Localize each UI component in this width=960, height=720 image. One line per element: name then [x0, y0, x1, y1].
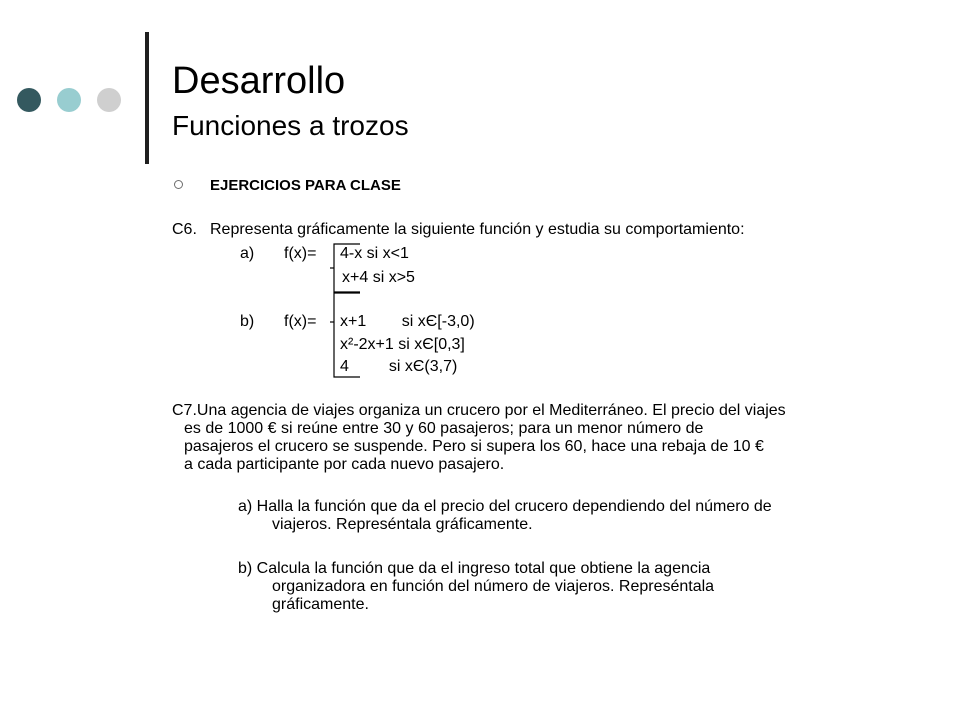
- c6-a-piece-2: x+4 si x>5: [342, 269, 415, 286]
- c6-a-piece-1: 4-x si x<1: [340, 245, 409, 262]
- decor-dot-dark: [17, 88, 41, 112]
- page-title: Desarrollo: [172, 60, 346, 102]
- decor-dot-mid: [57, 88, 81, 112]
- c6-a-lhs: f(x)=: [284, 245, 317, 262]
- c6-b-piece-2: x²-2x+1 si xЄ[0,3]: [340, 336, 465, 353]
- c7-line-2: es de 1000 € si reúne entre 30 y 60 pasajeros; para un menor número de: [184, 420, 704, 437]
- c7-line-3: pasajeros el crucero se suspende. Pero si supera los 60, hace una rebaja de 10 €: [184, 438, 764, 455]
- decor-dot-light: [97, 88, 121, 112]
- c7-b-paragraph: [238, 560, 938, 614]
- c7-line-1: C7.Una agencia de viajes organiza un crucero por el Mediterráneo. El precio del viajes: [172, 402, 786, 419]
- section-heading: EJERCICIOS PARA CLASE: [210, 177, 401, 194]
- c7-line-4: a cada participante por cada nuevo pasajero.: [184, 456, 505, 473]
- c7-a-line-2: viajeros. Represéntala gráficamente.: [272, 516, 533, 533]
- c6-b-label: b): [240, 313, 255, 330]
- c6-label: C6.: [172, 221, 197, 238]
- c6-b-piece-1: x+1 si xЄ[-3,0): [340, 313, 475, 330]
- c6-text: Representa gráficamente la siguiente función y estudia su comportamiento:: [210, 221, 745, 238]
- c7-a-paragraph: [238, 498, 938, 534]
- c7-paragraph: [172, 402, 932, 474]
- c7-a-line-1: a) Halla la función que da el precio del crucero dependiendo del número de: [238, 498, 772, 515]
- c7-b-line-3: gráficamente.: [272, 596, 369, 613]
- page-subtitle: Funciones a trozos: [172, 110, 409, 141]
- c6-b-piece-3: 4 si xЄ(3,7): [340, 358, 458, 375]
- title-divider: [145, 32, 149, 164]
- c7-b-line-2: organizadora en función del número de viajeros. Represéntala: [272, 578, 715, 595]
- c6-a-label: a): [240, 245, 255, 262]
- c7-b-line-1: b) Calcula la función que da el ingreso total que obtiene la agencia: [238, 560, 711, 577]
- bullet-icon: [174, 180, 183, 189]
- c6-b-lhs: f(x)=: [284, 313, 317, 330]
